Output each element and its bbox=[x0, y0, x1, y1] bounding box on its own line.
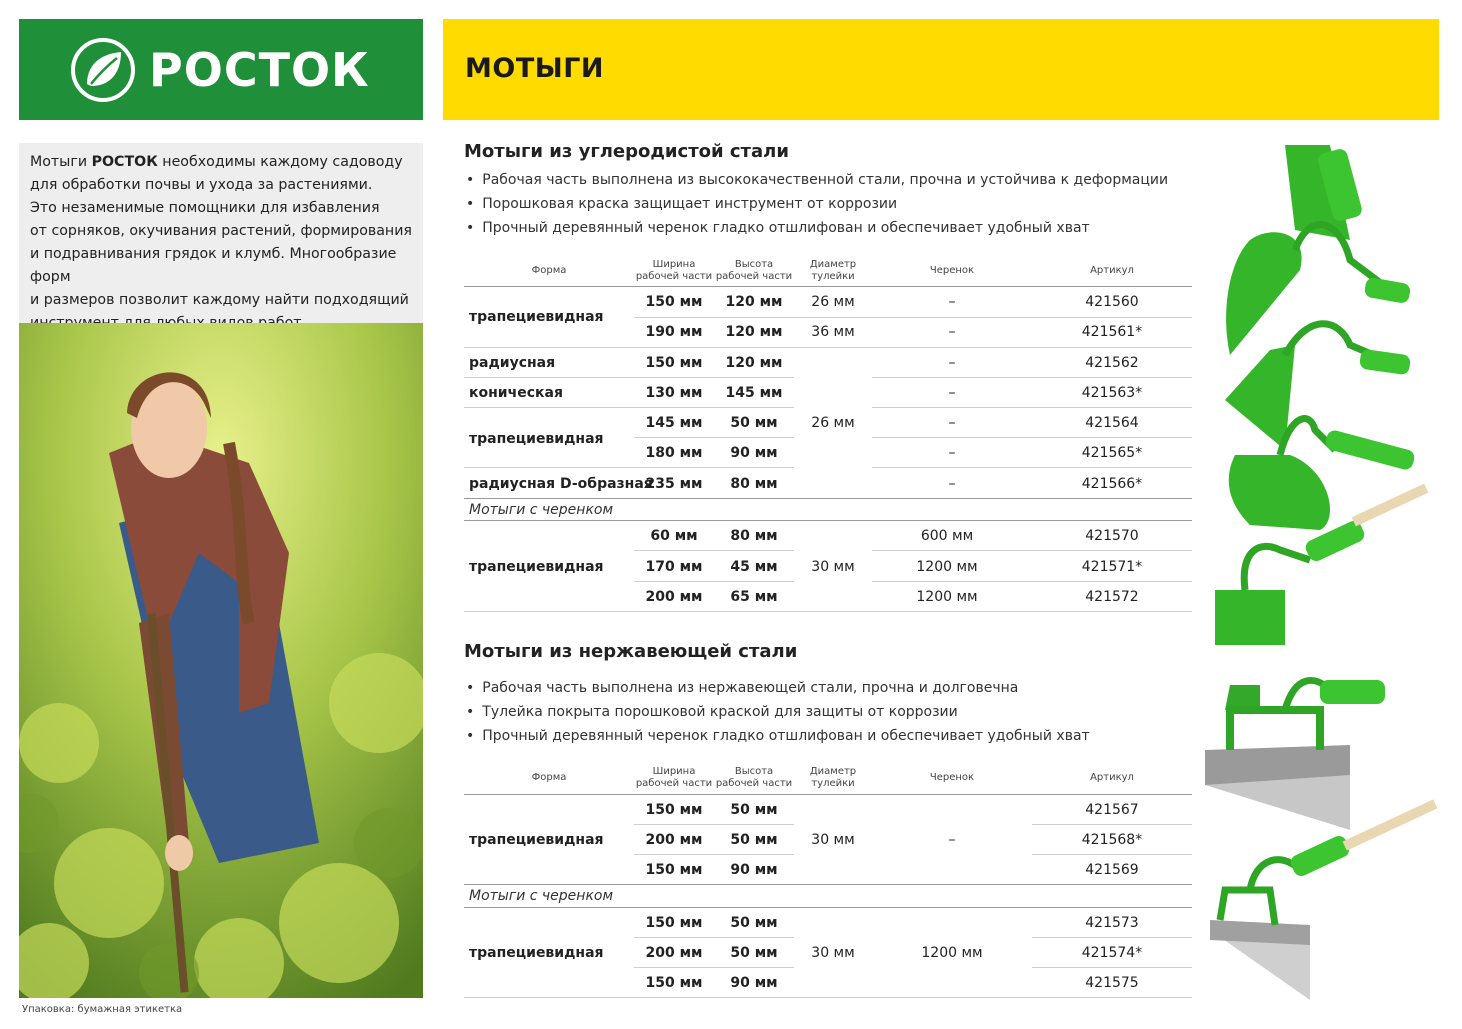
row-divider bbox=[634, 550, 794, 551]
width-cell: 130 мм bbox=[645, 385, 703, 401]
row-divider bbox=[634, 937, 794, 938]
article-cell: 421564 bbox=[1085, 415, 1139, 431]
row-divider bbox=[464, 997, 1192, 998]
height-cell: 80 мм bbox=[730, 476, 778, 492]
height-cell: 120 мм bbox=[725, 324, 783, 340]
row-divider bbox=[464, 907, 1192, 908]
height-cell: 145 мм bbox=[725, 385, 783, 401]
handle-cell: 1200 мм bbox=[921, 945, 983, 961]
handle-cell: 1200 мм bbox=[916, 589, 978, 605]
article-cell: 421568* bbox=[1081, 832, 1143, 848]
stainless-bullets bbox=[464, 676, 1224, 748]
handle-cell: – bbox=[948, 415, 956, 431]
col-diameter: Диаметр тулейки bbox=[809, 259, 857, 282]
form-cell: трапециевидная bbox=[469, 559, 604, 575]
diameter-cell: 26 мм bbox=[811, 415, 855, 431]
row-divider bbox=[1032, 824, 1192, 825]
row-divider bbox=[464, 347, 1192, 348]
height-cell: 120 мм bbox=[725, 294, 783, 310]
row-divider bbox=[634, 317, 1192, 318]
row-divider bbox=[634, 437, 794, 438]
height-cell: 65 мм bbox=[730, 589, 778, 605]
intro-text: Мотыги РОСТОК необходимы каждому садоводу для обработки почвы и ухода за растениями. Это незаменимые помощники для избавления от сорняков, окучивания растений, формирования и подравнивания грядок и клумб. Многообразие форм и размеров позволит каждому найти подходящий bbox=[30, 154, 412, 308]
row-divider bbox=[872, 377, 1192, 378]
width-cell: 150 мм bbox=[645, 294, 703, 310]
hoe-illustrations bbox=[1200, 130, 1450, 1020]
bullet-item: • Прочный деревянный черенок гладко отшлифован и обеспечивает удобный хват bbox=[464, 724, 1224, 748]
bullet-item: • Тулейка покрыта порошковой краской для защиты от коррозии bbox=[464, 700, 1224, 724]
carbon-hoes-icon bbox=[1215, 145, 1428, 645]
width-cell: 170 мм bbox=[645, 559, 703, 575]
table-divider bbox=[464, 286, 1192, 287]
packaging-note: Упаковка: бумажная этикетка bbox=[22, 1004, 183, 1015]
handle-cell: – bbox=[948, 355, 956, 371]
page-title: МОТЫГИ bbox=[465, 53, 605, 84]
stainless-hoes-icon bbox=[1205, 680, 1437, 1000]
article-cell: 421573 bbox=[1085, 915, 1139, 931]
table-divider bbox=[464, 794, 1192, 795]
carbon-bullets bbox=[464, 168, 1224, 240]
row-divider bbox=[872, 437, 1192, 438]
row-divider bbox=[464, 884, 1192, 885]
row-divider bbox=[464, 520, 1192, 521]
form-cell: коническая bbox=[469, 385, 563, 401]
col-width: Ширина рабочей части bbox=[635, 766, 713, 789]
width-cell: 200 мм bbox=[645, 589, 703, 605]
diameter-cell: 36 мм bbox=[811, 324, 855, 340]
col-width: Ширина рабочей части bbox=[635, 259, 713, 282]
bullet-item: • Прочный деревянный черенок гладко отшлифован и обеспечивает удобный хват bbox=[464, 216, 1224, 240]
carbon-section-title: Мотыги из углеродистой стали bbox=[464, 141, 789, 162]
width-cell: 150 мм bbox=[645, 862, 703, 878]
height-cell: 50 мм bbox=[730, 415, 778, 431]
row-divider bbox=[872, 550, 1192, 551]
bullet-item: • Рабочая часть выполнена из высококачественной стали, прочна и устойчива к деформации bbox=[464, 168, 1224, 192]
brand-name: РОСТОК bbox=[149, 42, 370, 97]
article-cell: 421560 bbox=[1085, 294, 1139, 310]
col-form: Форма bbox=[531, 772, 567, 783]
handle-cell: 1200 мм bbox=[916, 559, 978, 575]
form-cell: трапециевидная bbox=[469, 945, 604, 961]
handle-cell: – bbox=[948, 476, 956, 492]
height-cell: 45 мм bbox=[730, 559, 778, 575]
handle-cell: – bbox=[948, 294, 956, 310]
row-divider bbox=[464, 498, 1192, 499]
row-divider bbox=[634, 824, 794, 825]
width-cell: 60 мм bbox=[650, 528, 698, 544]
height-cell: 80 мм bbox=[730, 528, 778, 544]
intro-brand: РОСТОК bbox=[91, 154, 158, 170]
page-header bbox=[443, 19, 1439, 120]
width-cell: 145 мм bbox=[645, 415, 703, 431]
width-cell: 180 мм bbox=[645, 445, 703, 461]
row-divider bbox=[1032, 967, 1192, 968]
height-cell: 50 мм bbox=[730, 832, 778, 848]
width-cell: 150 мм bbox=[645, 355, 703, 371]
col-article: Артикул bbox=[1090, 265, 1134, 276]
leaf-logo-icon bbox=[69, 36, 137, 104]
col-height: Высота рабочей части bbox=[715, 766, 793, 789]
article-cell: 421562 bbox=[1085, 355, 1139, 371]
bullet-item: • Порошковая краска защищает инструмент от коррозии bbox=[464, 192, 1224, 216]
width-cell: 150 мм bbox=[645, 915, 703, 931]
row-divider bbox=[634, 854, 794, 855]
width-cell: 190 мм bbox=[645, 324, 703, 340]
width-cell: 200 мм bbox=[645, 945, 703, 961]
row-divider bbox=[872, 407, 1192, 408]
row-divider bbox=[1032, 937, 1192, 938]
col-article: Артикул bbox=[1090, 772, 1134, 783]
article-cell: 421572 bbox=[1085, 589, 1139, 605]
row-divider bbox=[1032, 854, 1192, 855]
row-divider bbox=[464, 611, 1192, 612]
height-cell: 50 мм bbox=[730, 915, 778, 931]
col-diameter: Диаметр тулейки bbox=[809, 766, 857, 789]
handle-cell: – bbox=[948, 324, 956, 340]
intro-panel bbox=[19, 143, 423, 323]
row-divider bbox=[464, 467, 794, 468]
col-height: Высота рабочей части bbox=[715, 259, 793, 282]
stainless-section-title: Мотыги из нержавеющей стали bbox=[464, 641, 798, 662]
form-cell: трапециевидная bbox=[469, 431, 604, 447]
height-cell: 50 мм bbox=[730, 802, 778, 818]
height-cell: 50 мм bbox=[730, 945, 778, 961]
handle-cell: – bbox=[948, 832, 956, 848]
col-form: Форма bbox=[531, 265, 567, 276]
row-divider bbox=[872, 581, 1192, 582]
col-handle: Черенок bbox=[929, 772, 975, 783]
article-cell: 421574* bbox=[1081, 945, 1143, 961]
row-divider bbox=[872, 467, 1192, 468]
bullet-item: • Рабочая часть выполнена из нержавеющей стали, прочна и долговечна bbox=[464, 676, 1224, 700]
height-cell: 90 мм bbox=[730, 975, 778, 991]
article-cell: 421567 bbox=[1085, 802, 1139, 818]
height-cell: 120 мм bbox=[725, 355, 783, 371]
form-cell: трапециевидная bbox=[469, 309, 604, 325]
form-cell: радиусная D-образная bbox=[469, 476, 653, 492]
handle-cell: 600 мм bbox=[920, 528, 974, 544]
width-cell: 200 мм bbox=[645, 832, 703, 848]
row-divider bbox=[634, 581, 794, 582]
handle-cell: – bbox=[948, 445, 956, 461]
row-divider bbox=[464, 407, 794, 408]
gardener-photo bbox=[19, 323, 423, 998]
brand-logo bbox=[19, 19, 423, 120]
col-handle: Черенок bbox=[929, 265, 975, 276]
article-cell: 421575 bbox=[1085, 975, 1139, 991]
diameter-cell: 30 мм bbox=[811, 832, 855, 848]
width-cell: 235 мм bbox=[645, 476, 703, 492]
article-cell: 421561* bbox=[1081, 324, 1143, 340]
width-cell: 150 мм bbox=[645, 802, 703, 818]
subhead-with-handle: Мотыги с черенком bbox=[469, 502, 614, 518]
article-cell: 421571* bbox=[1081, 559, 1143, 575]
article-cell: 421570 bbox=[1085, 528, 1139, 544]
article-cell: 421569 bbox=[1085, 862, 1139, 878]
article-cell: 421563* bbox=[1081, 385, 1143, 401]
row-divider bbox=[464, 377, 794, 378]
form-cell: трапециевидная bbox=[469, 832, 604, 848]
row-divider bbox=[634, 967, 794, 968]
article-cell: 421566* bbox=[1081, 476, 1143, 492]
height-cell: 90 мм bbox=[730, 445, 778, 461]
diameter-cell: 26 мм bbox=[811, 294, 855, 310]
diameter-cell: 30 мм bbox=[811, 945, 855, 961]
article-cell: 421565* bbox=[1081, 445, 1143, 461]
diameter-cell: 30 мм bbox=[811, 559, 855, 575]
subhead-with-handle: Мотыги с черенком bbox=[469, 888, 614, 904]
handle-cell: – bbox=[948, 385, 956, 401]
width-cell: 150 мм bbox=[645, 975, 703, 991]
height-cell: 90 мм bbox=[730, 862, 778, 878]
form-cell: радиусная bbox=[469, 355, 556, 371]
